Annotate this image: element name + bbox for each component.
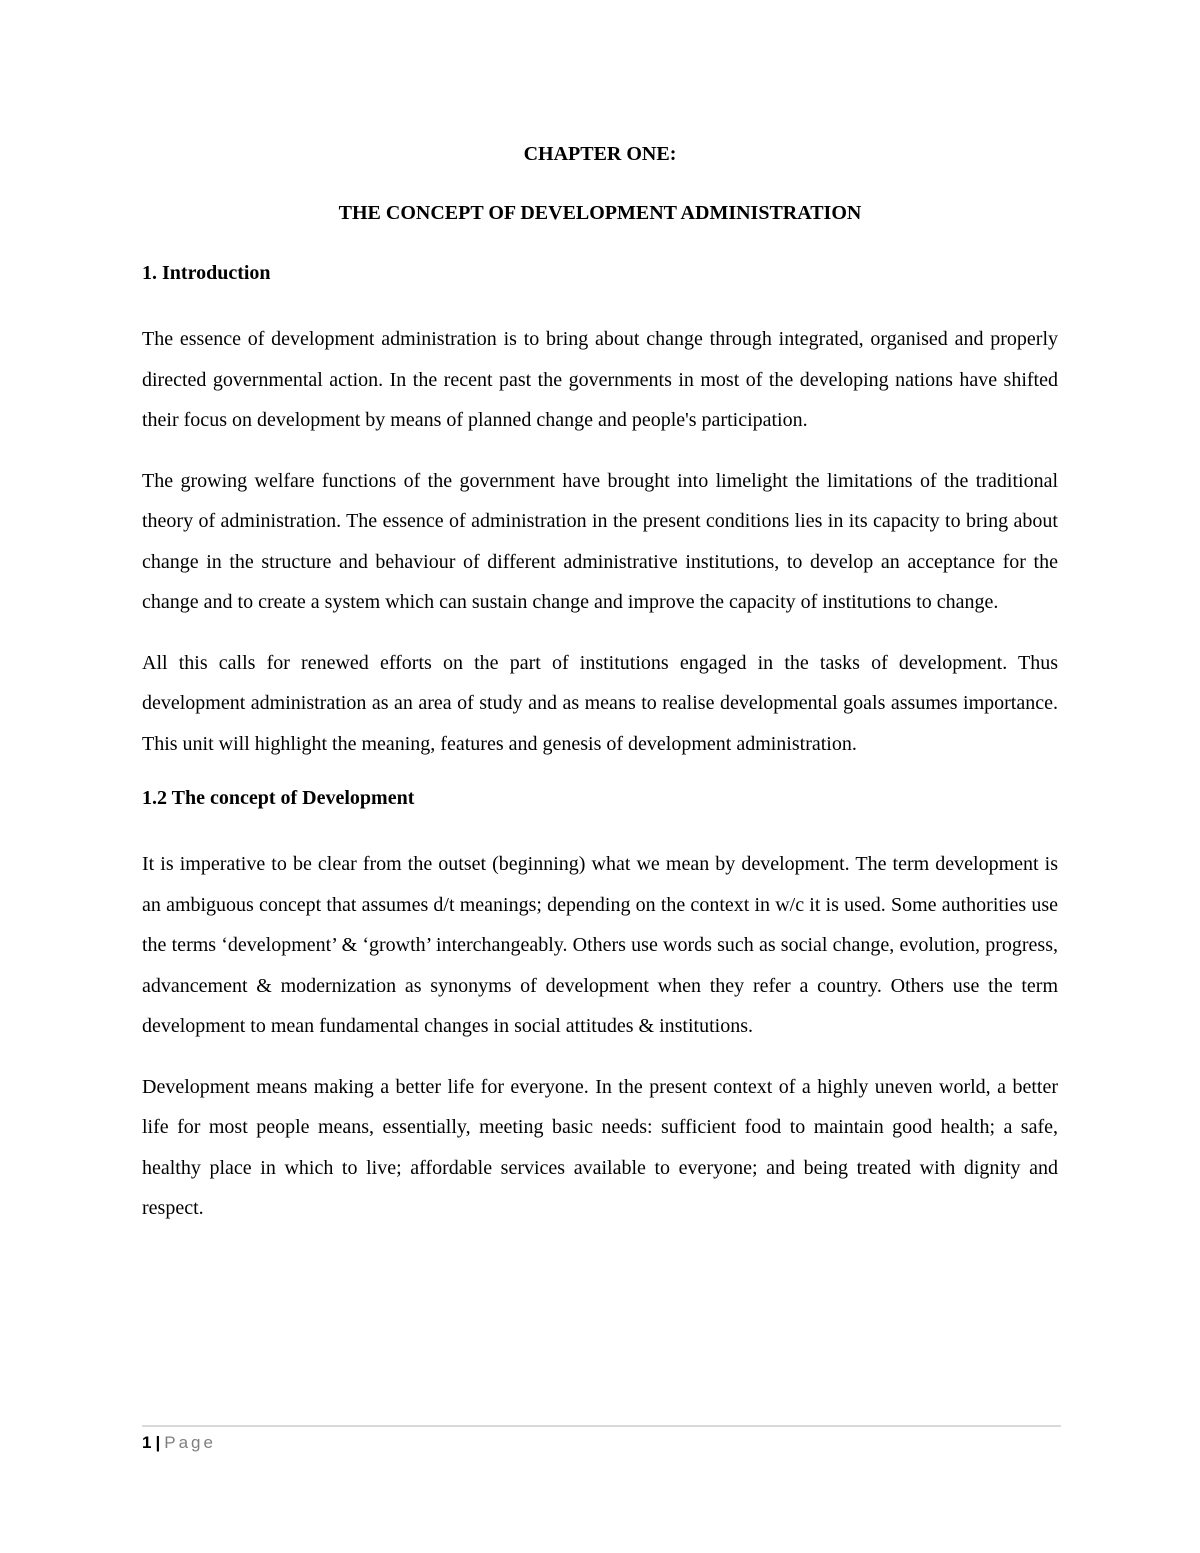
chapter-title: CHAPTER ONE:	[523, 143, 677, 165]
page-footer	[142, 1432, 216, 1454]
paragraph: It is imperative to be clear from the outset (beginning) what we mean by development. The term development is an ambiguous concept that assumes d/t meanings; depending on the context in w/c it is used. Some authorities use the terms ‘development’ & ‘growth’ interchangeably. Others use words such as social change, evolution, progress, advancement & modernization as synonyms of development when they refer a country. Others use the term development to mean fundamental changes in social attitudes & institutions.	[142, 853, 1058, 1037]
page-content	[142, 140, 1058, 1249]
paragraph: Development means making a better life for everyone. In the present context of a highly uneven world, a better life for most people means, essentially, meeting basic needs: sufficient food to maintain good health; a safe, healthy place in which to live; affordable services available to everyone; and being treated with dignity and respect.	[142, 1075, 1058, 1219]
page-label: Page	[164, 1433, 216, 1452]
page-number: 1	[142, 1433, 152, 1452]
chapter-subtitle: THE CONCEPT OF DEVELOPMENT ADMINISTRATION	[338, 202, 862, 224]
footer-separator: |	[155, 1433, 161, 1452]
section-heading-introduction: 1. Introduction	[142, 262, 271, 284]
section-heading-concept-of-development: 1.2 The concept of Development	[142, 787, 415, 809]
paragraph: The essence of development administration is to bring about change through integrated, organised and properly directed governmental action. In the recent past the governments in most of the developing nations have shifted their focus on development by means of planned change and people's participation.	[142, 328, 1058, 431]
footer-divider	[142, 1425, 1061, 1427]
paragraph: The growing welfare functions of the government have brought into limelight the limitations of the traditional theory of administration. The essence of administration in the present conditions lies in its capacity to bring about change in the structure and behaviour of different administrative institutions, to develop an acceptance for the change and to create a system which can sustain change and improve the capacity of institutions to change.	[142, 469, 1058, 613]
paragraph: All this calls for renewed efforts on the part of institutions engaged in the tasks of development. Thus development administration as an area of study and as means to realise developmental goals assumes importance. This unit will highlight the meaning, features and genesis of development administration.	[142, 651, 1058, 755]
